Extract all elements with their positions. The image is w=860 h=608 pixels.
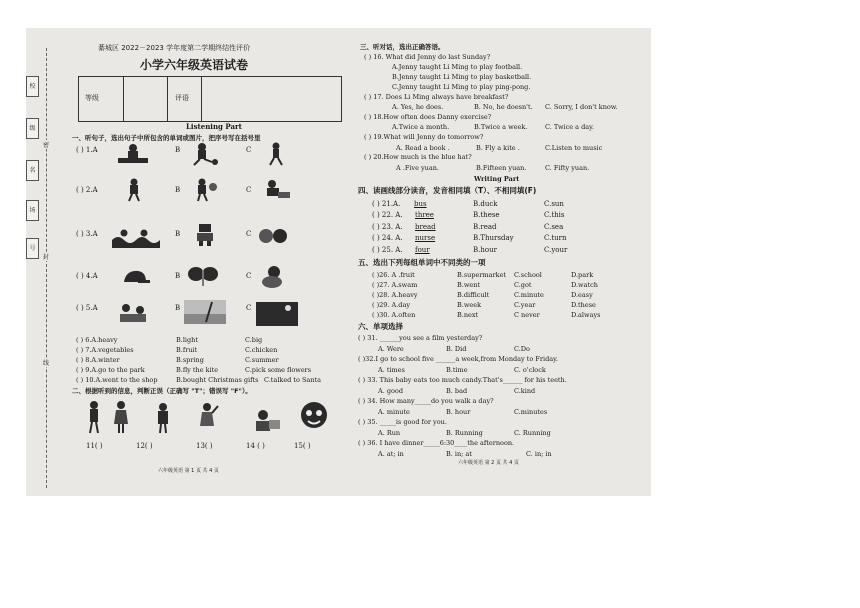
option-label: C. in; in xyxy=(526,450,552,458)
option-label: C.Do xyxy=(514,345,530,353)
option-label: C.this xyxy=(544,211,565,219)
option-label: B.Jenny taught Li Ming to play basketball. xyxy=(392,73,532,81)
option-label: A .Five yuan. xyxy=(396,164,439,172)
question-text: ( )32.I go to school five ______a week,from Monday to Friday. xyxy=(358,355,558,363)
option-label: B. in; at xyxy=(446,450,472,458)
score-table xyxy=(78,76,342,122)
girl-running-picture xyxy=(258,142,292,166)
option-label: B.light xyxy=(176,336,198,344)
option-label: B xyxy=(175,304,181,312)
option-label: B.duck xyxy=(473,200,498,208)
answer-blank[interactable]: 11( ) xyxy=(86,442,103,450)
score-label-comment: 评语 xyxy=(175,94,189,102)
beach-scene-picture xyxy=(184,300,226,324)
option-label: A. Run xyxy=(378,429,401,437)
option-label: B. hour xyxy=(446,408,471,416)
question-number: ( ) 21.A. xyxy=(372,200,401,208)
option-label: A. Read a book . xyxy=(396,144,450,152)
option-label: C.talked to Santa xyxy=(264,376,321,384)
question-text: ( ) 20.How much is the blue hat? xyxy=(364,153,472,161)
option-label: B.fruit xyxy=(176,346,198,354)
margin-cell: 场 xyxy=(26,200,39,221)
option-label: A. Were xyxy=(378,345,404,353)
option-label: B.next xyxy=(457,311,479,319)
option-label: C.sea xyxy=(544,223,564,231)
question-number: ( ) 1.A xyxy=(76,146,98,154)
section-6-heading: 六、单项选择 xyxy=(358,322,403,331)
question-text: ( ) 16. What did Jenny do last Sunday? xyxy=(364,53,491,61)
option-label: B xyxy=(175,186,181,194)
option-word: nurse xyxy=(415,234,436,242)
binding-margin xyxy=(26,76,38,376)
child-reading-picture xyxy=(252,408,282,434)
option-label: D.watch xyxy=(571,281,598,289)
question-text: ( ) 35. _____is good for you. xyxy=(358,418,447,426)
boy-face-closeup-picture xyxy=(292,400,338,432)
question-number: ( ) 7.A.vegetables xyxy=(76,346,134,354)
butterfly-picture xyxy=(186,264,220,288)
option-label: C.Listen to music xyxy=(545,144,603,152)
question-number: ( )30. A.often xyxy=(372,311,416,319)
option-label: C xyxy=(246,230,252,238)
margin-cell: 名 xyxy=(26,160,39,181)
option-label: B.bought Christmas gifts xyxy=(176,376,259,384)
girl-standing-picture xyxy=(110,400,132,434)
option-label: C.Jenny taught Li Ming to play ping-pong. xyxy=(392,83,531,91)
option-label: B. Running xyxy=(446,429,483,437)
option-label: C.school xyxy=(514,271,542,279)
question-number: ( ) 5.A xyxy=(76,304,98,312)
option-label: C xyxy=(246,146,252,154)
option-label: B.Fifteen yuan. xyxy=(476,164,527,172)
option-label: C.minutes xyxy=(514,408,548,416)
option-label: C never xyxy=(514,311,540,319)
option-label: C. o'clock xyxy=(514,366,546,374)
children-swimming-picture xyxy=(110,224,162,248)
option-label: C.year xyxy=(514,301,536,309)
option-label: C.kind xyxy=(514,387,536,395)
option-label: A. times xyxy=(378,366,405,374)
option-label: C.sun xyxy=(544,200,564,208)
panda-picture xyxy=(256,264,290,288)
answer-blank[interactable]: 13( ) xyxy=(196,442,213,450)
question-number: ( ) 8.A.winter xyxy=(76,356,120,364)
question-number: ( ) 9.A.go to the park xyxy=(76,366,145,374)
question-number: ( ) 25. A. xyxy=(372,246,403,254)
option-word: bread xyxy=(415,223,436,231)
answer-blank[interactable]: 14 ( ) xyxy=(246,442,265,450)
option-label: C. Running xyxy=(514,429,551,437)
option-label: D.always xyxy=(571,311,601,319)
option-label: A.Twice a month. xyxy=(392,123,450,131)
option-label: B.these xyxy=(473,211,500,219)
option-label: B.hour xyxy=(473,246,497,254)
night-scene-picture xyxy=(256,302,298,326)
question-number: ( ) 6.A.heavy xyxy=(76,336,118,344)
option-label: C xyxy=(246,186,252,194)
option-label: C.chicken xyxy=(245,346,278,354)
section-2-heading: 二、根据听到的信息，判断正误（正确写 "T"；错误写 "F"）。 xyxy=(72,387,252,395)
option-label: A. at; in xyxy=(378,450,404,458)
option-label: C.big xyxy=(245,336,263,344)
option-label: C xyxy=(246,304,252,312)
option-label: B xyxy=(175,146,181,154)
option-label: B. Fly a kite . xyxy=(476,144,520,152)
option-label: B.supermarket xyxy=(457,271,507,279)
option-label: B.read xyxy=(473,223,497,231)
margin-cell: 号 xyxy=(26,238,39,259)
question-text: ( ) 33. This baby eats too much candy.That's______ for his teeth. xyxy=(358,376,567,384)
question-number: ( ) 10.A.went to the shop xyxy=(76,376,158,384)
boy-walking-picture xyxy=(118,178,152,202)
option-label: C xyxy=(246,272,252,280)
margin-cell: 校 xyxy=(26,76,39,97)
exam-sheet-photo xyxy=(26,28,651,496)
question-number: ( ) 2.A xyxy=(76,186,98,194)
option-label: A.Jenny taught Li Ming to play football. xyxy=(392,63,523,71)
seal-label: 封 xyxy=(43,254,50,261)
option-label: B xyxy=(175,230,181,238)
option-label: B.week xyxy=(457,301,482,309)
listening-part-heading: Listening Part xyxy=(186,122,242,131)
option-label: C.turn xyxy=(544,234,567,242)
option-label: B.Twice a week. xyxy=(474,123,528,131)
question-number: ( ) 4.A xyxy=(76,272,98,280)
seal-label: 密 xyxy=(43,142,50,149)
option-label: A. Yes, he does. xyxy=(392,103,444,111)
option-label: C.minute xyxy=(514,291,544,299)
seal-label: 线 xyxy=(43,360,50,367)
option-label: B xyxy=(175,272,181,280)
answer-blank[interactable]: 12( ) xyxy=(136,442,153,450)
page-footer: 六年级英语 第 2 页 共 4 页 xyxy=(458,460,519,466)
question-number: ( )29. A.day xyxy=(372,301,411,309)
question-text: ( ) 18.How often does Danny exercise? xyxy=(364,113,492,121)
page-footer: 六年级英语 第 1 页 共 4 页 xyxy=(158,468,219,474)
cap-picture xyxy=(118,266,152,290)
question-text: ( ) 17. Does Li Ming always have breakfast? xyxy=(364,93,509,101)
question-text: ( ) 36. I have dinner_____6:30____the afternoon. xyxy=(358,439,515,447)
writing-part-heading: Writing Part xyxy=(474,175,520,183)
margin-cell: 级 xyxy=(26,118,39,139)
option-label: B.fly the kite xyxy=(176,366,219,374)
robot-toy-picture xyxy=(188,222,222,246)
option-label: D.these xyxy=(571,301,596,309)
boy-kicking-ball-picture xyxy=(186,142,220,166)
option-label: C. Twice a day. xyxy=(545,123,595,131)
question-text: ( ) 19.What will Jenny do tomorrow? xyxy=(364,133,484,141)
question-number: ( )28. A.heavy xyxy=(372,291,418,299)
boy-at-desk-picture xyxy=(116,142,150,166)
question-number: ( ) 3.A xyxy=(76,230,98,238)
score-label-grade: 等级 xyxy=(85,94,99,102)
option-label: C. Fifty yuan. xyxy=(545,164,590,172)
option-label: B.went xyxy=(457,281,481,289)
option-word: three xyxy=(415,211,434,219)
option-label: C.summer xyxy=(245,356,279,364)
option-label: D.park xyxy=(571,271,594,279)
kids-playing-picture xyxy=(116,300,150,324)
boy-basketball-picture xyxy=(188,178,222,202)
option-label: B.spring xyxy=(176,356,204,364)
option-label: B.Thursday xyxy=(473,234,514,242)
question-number: ( )26. A .fruit xyxy=(372,271,415,279)
option-label: B. bad xyxy=(446,387,468,395)
answer-blank[interactable]: 15( ) xyxy=(294,442,311,450)
option-label: B. No, he doesn't. xyxy=(474,103,533,111)
option-label: D.easy xyxy=(571,291,593,299)
section-5-heading: 五、选出下列每组单词中不同类的一项 xyxy=(358,258,486,267)
option-word: four xyxy=(415,246,430,254)
option-label: C. Sorry, I don't know. xyxy=(545,103,618,111)
exam-header: 綦城区 2022－2023 学年度第二学期终结性评价 xyxy=(98,44,251,52)
kids-faces-picture xyxy=(256,224,290,248)
boy-standing-picture xyxy=(82,400,106,434)
boy-sitting-picture xyxy=(258,178,292,202)
question-number: ( ) 24. A. xyxy=(372,234,403,242)
option-label: A. minute xyxy=(378,408,410,416)
question-text: ( ) 31. ______you see a film yesterday? xyxy=(358,334,483,342)
option-label: C.pick some flowers xyxy=(245,366,312,374)
option-label: C.got xyxy=(514,281,532,289)
waving-girl-picture xyxy=(194,402,220,434)
question-number: ( )27. A.swam xyxy=(372,281,418,289)
option-label: B.difficult xyxy=(457,291,490,299)
section-1-heading: 一、听句子，选出句子中所包含的单词或图片，把序号写在括号里 xyxy=(72,134,261,142)
option-label: B.time xyxy=(446,366,468,374)
question-number: ( ) 22. A. xyxy=(372,211,403,219)
option-label: A. good xyxy=(378,387,403,395)
section-4-heading: 四、读画线部分读音，发音相同填（T）、不相同填(F) xyxy=(358,186,537,195)
option-label: B. Did xyxy=(446,345,467,353)
question-number: ( ) 23. A. xyxy=(372,223,403,231)
option-word: bus xyxy=(414,200,427,208)
option-label: C.your xyxy=(544,246,568,254)
man-with-bag-picture xyxy=(152,402,174,434)
section-3-heading: 三、听对话，选出正确答语。 xyxy=(360,43,445,51)
question-text: ( ) 34. How many_____do you walk a day? xyxy=(358,397,494,405)
seal-dashed-line xyxy=(46,48,47,488)
exam-title: 小学六年级英语试卷 xyxy=(140,58,249,72)
